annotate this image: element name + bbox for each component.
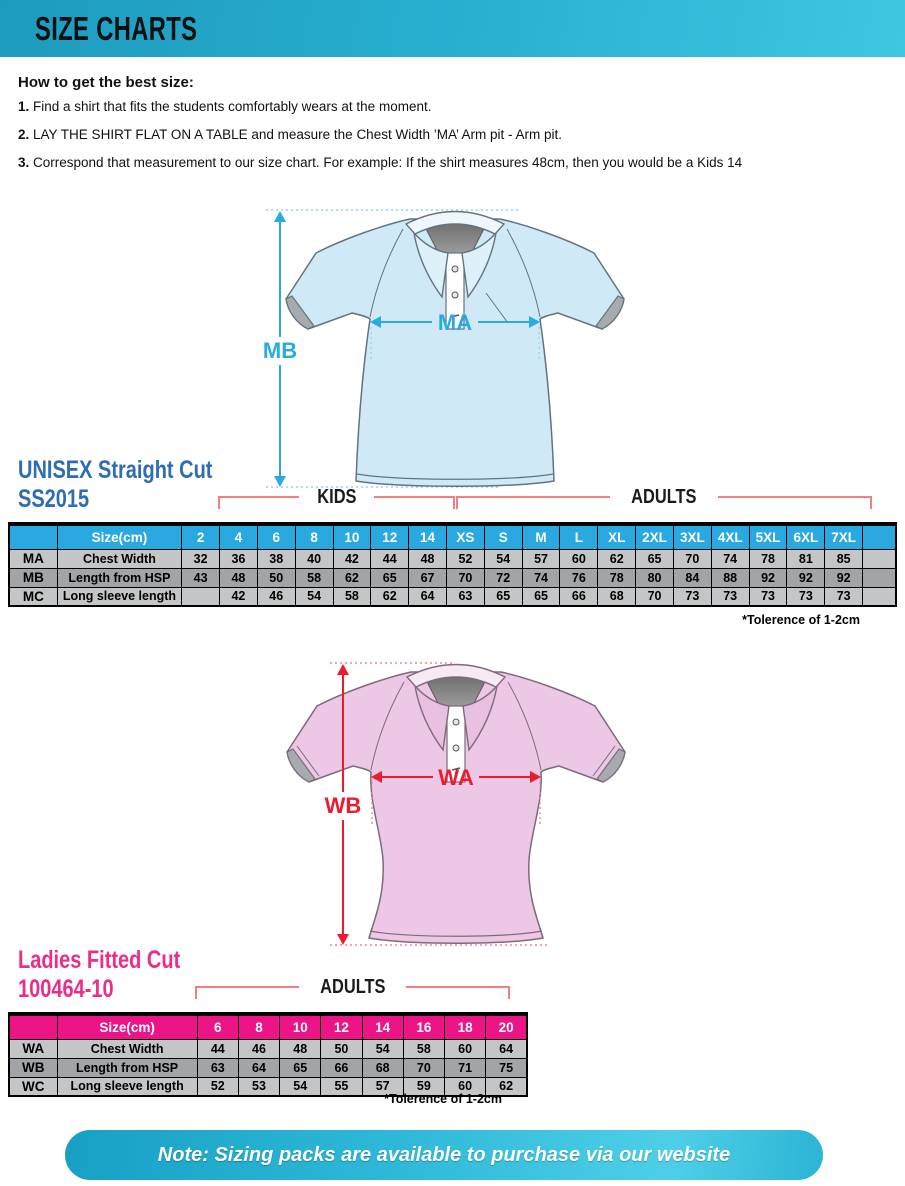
unisex-size-table-grid bbox=[8, 522, 897, 607]
measure-value: 73 bbox=[825, 587, 863, 606]
size-column-header: 2 bbox=[182, 524, 220, 549]
measure-value: 52 bbox=[197, 1077, 238, 1096]
header-bar bbox=[0, 0, 905, 57]
measure-value: 65 bbox=[484, 587, 522, 606]
measure-value: 76 bbox=[560, 568, 598, 587]
measure-value: 44 bbox=[197, 1039, 238, 1058]
measure-value: 78 bbox=[598, 568, 636, 587]
measure-value: 44 bbox=[371, 549, 409, 568]
measure-value: 54 bbox=[280, 1077, 321, 1096]
measure-value: 32 bbox=[182, 549, 220, 568]
measure-value: 60 bbox=[444, 1077, 485, 1096]
measure-value: 48 bbox=[409, 549, 447, 568]
size-unit-header: Size(cm) bbox=[57, 524, 182, 549]
measure-value: 57 bbox=[362, 1077, 403, 1096]
measure-value: 84 bbox=[673, 568, 711, 587]
measure-value: 65 bbox=[522, 587, 560, 606]
measure-value: 62 bbox=[333, 568, 371, 587]
measure-value: 58 bbox=[333, 587, 371, 606]
size-column-header: 16 bbox=[403, 1014, 444, 1039]
measure-description: Length from HSP bbox=[57, 1058, 197, 1077]
bracket-line bbox=[456, 496, 610, 509]
size-column-header: 14 bbox=[362, 1014, 403, 1039]
footer-note-text: Note: Sizing packs are available to purchase via our website bbox=[157, 1143, 731, 1166]
measure-value: 68 bbox=[362, 1058, 403, 1077]
size-column-header: 8 bbox=[295, 524, 333, 549]
measure-value: 43 bbox=[182, 568, 220, 587]
measure-value: 50 bbox=[321, 1039, 362, 1058]
button bbox=[452, 266, 458, 272]
measure-value: 68 bbox=[598, 587, 636, 606]
step-number: 1. bbox=[18, 99, 30, 114]
measure-value: 70 bbox=[673, 549, 711, 568]
chest-measure-label: WA bbox=[438, 765, 474, 790]
arrowhead-bottom bbox=[274, 476, 286, 487]
measure-code: MB bbox=[9, 568, 57, 587]
measure-value: 70 bbox=[446, 568, 484, 587]
ladies-size-table-grid bbox=[8, 1012, 528, 1097]
measure-value: 62 bbox=[371, 587, 409, 606]
size-column-header: 20 bbox=[486, 1014, 527, 1039]
bracket-line bbox=[195, 986, 299, 999]
trailing-header-cell bbox=[863, 524, 896, 549]
measure-value: 55 bbox=[321, 1077, 362, 1096]
ladies-product-title bbox=[18, 946, 221, 1004]
size-column-header: 18 bbox=[444, 1014, 485, 1039]
measure-value: 70 bbox=[403, 1058, 444, 1077]
measure-value: 48 bbox=[280, 1039, 321, 1058]
measure-value: 38 bbox=[257, 549, 295, 568]
unisex-title-line1: UNISEX Straight Cut bbox=[18, 456, 213, 484]
measure-value: 66 bbox=[321, 1058, 362, 1077]
measure-value bbox=[182, 587, 220, 606]
measure-value: 52 bbox=[446, 549, 484, 568]
measure-description: Length from HSP bbox=[57, 568, 182, 587]
size-row-mc bbox=[9, 587, 896, 606]
length-measure-label: WB bbox=[324, 793, 362, 818]
size-header-row bbox=[9, 1014, 527, 1039]
size-column-header: 8 bbox=[238, 1014, 279, 1039]
arrowhead-top bbox=[337, 664, 349, 675]
step-text: Correspond that measurement to our size chart. For example: If the shirt measures 48cm, then you would be a Kids 14 bbox=[33, 155, 743, 170]
size-column-header: 5XL bbox=[749, 524, 787, 549]
size-column-header: 6XL bbox=[787, 524, 825, 549]
step-text: LAY THE SHIRT FLAT ON A TABLE and measure the Chest Width ’MA’ Arm pit - Arm pit. bbox=[33, 127, 562, 142]
size-column-header: 12 bbox=[321, 1014, 362, 1039]
size-column-header: 4XL bbox=[711, 524, 749, 549]
instruction-step-2 bbox=[18, 127, 893, 142]
ladies-title-line2: 100464-10 bbox=[18, 975, 114, 1003]
size-column-header: M bbox=[522, 524, 560, 549]
bracket-line bbox=[718, 496, 872, 509]
measure-value: 40 bbox=[295, 549, 333, 568]
measure-code: MA bbox=[9, 549, 57, 568]
size-row-ma bbox=[9, 549, 896, 568]
measure-code: WC bbox=[9, 1077, 57, 1096]
measure-description: Long sleeve length bbox=[57, 1077, 197, 1096]
bracket-line bbox=[406, 986, 510, 999]
instruction-step-3 bbox=[18, 155, 893, 170]
length-measure-label: MB bbox=[262, 338, 298, 363]
measure-value: 74 bbox=[711, 549, 749, 568]
size-column-header: 7XL bbox=[825, 524, 863, 549]
measure-code: WB bbox=[9, 1058, 57, 1077]
measure-description: Long sleeve length bbox=[57, 587, 182, 606]
button bbox=[453, 719, 459, 725]
size-column-header: 14 bbox=[409, 524, 447, 549]
measure-value: 48 bbox=[220, 568, 258, 587]
bracket-line bbox=[374, 496, 455, 509]
footer-note-banner bbox=[65, 1130, 823, 1180]
unisex-tolerance-note: *Tolerence of 1-2cm bbox=[742, 613, 860, 627]
measure-value: 80 bbox=[636, 568, 674, 587]
measure-value: 72 bbox=[484, 568, 522, 587]
unisex-shirt-diagram bbox=[248, 197, 630, 497]
measure-value: 42 bbox=[220, 587, 258, 606]
measure-value: 53 bbox=[238, 1077, 279, 1096]
measure-value: 46 bbox=[257, 587, 295, 606]
instructions-heading: How to get the best size: bbox=[18, 74, 194, 91]
measure-value: 67 bbox=[409, 568, 447, 587]
measure-value: 63 bbox=[197, 1058, 238, 1077]
kids-group-label: KIDS bbox=[316, 486, 357, 508]
measure-value: 70 bbox=[636, 587, 674, 606]
size-row-wb bbox=[9, 1058, 527, 1077]
arrowhead-bottom bbox=[337, 934, 349, 945]
measure-value: 54 bbox=[484, 549, 522, 568]
measure-value: 73 bbox=[787, 587, 825, 606]
ladies-size-table bbox=[8, 1012, 528, 1097]
size-column-header: 10 bbox=[333, 524, 371, 549]
size-header-row bbox=[9, 524, 896, 549]
measure-value: 73 bbox=[749, 587, 787, 606]
measure-value: 92 bbox=[825, 568, 863, 587]
measure-value: 65 bbox=[280, 1058, 321, 1077]
size-row-wa bbox=[9, 1039, 527, 1058]
measure-value: 54 bbox=[362, 1039, 403, 1058]
unisex-title-line2: SS2015 bbox=[18, 485, 90, 513]
size-column-header: XS bbox=[446, 524, 484, 549]
step-number: 2. bbox=[18, 127, 30, 142]
chest-measure-label: MA bbox=[437, 310, 473, 335]
measure-value: 92 bbox=[749, 568, 787, 587]
measure-value: 50 bbox=[257, 568, 295, 587]
corner-header-cell bbox=[9, 524, 57, 549]
measure-value: 36 bbox=[220, 549, 258, 568]
measure-value: 88 bbox=[711, 568, 749, 587]
measure-value: 66 bbox=[560, 587, 598, 606]
measure-value: 65 bbox=[371, 568, 409, 587]
measure-value: 46 bbox=[238, 1039, 279, 1058]
trailing-cell bbox=[863, 549, 896, 568]
size-column-header: XL bbox=[598, 524, 636, 549]
measure-value: 71 bbox=[444, 1058, 485, 1077]
step-text: Find a shirt that fits the students comfortably wears at the moment. bbox=[33, 99, 432, 114]
measure-value: 42 bbox=[333, 549, 371, 568]
ladies-shirt-diagram bbox=[248, 632, 630, 954]
ladies-adults-group-bracket bbox=[195, 976, 510, 999]
measure-value: 60 bbox=[444, 1039, 485, 1058]
bracket-line bbox=[218, 496, 299, 509]
measure-value: 64 bbox=[409, 587, 447, 606]
button bbox=[453, 745, 459, 751]
corner-header-cell bbox=[9, 1014, 57, 1039]
measure-description: Chest Width bbox=[57, 549, 182, 568]
adults-group-bracket bbox=[456, 486, 872, 509]
ladies-title-line1: Ladies Fitted Cut bbox=[18, 946, 181, 974]
measure-value: 58 bbox=[295, 568, 333, 587]
measure-value: 78 bbox=[749, 549, 787, 568]
measure-value: 54 bbox=[295, 587, 333, 606]
ladies-tolerance-note: *Tolerence of 1-2cm bbox=[384, 1092, 502, 1106]
measure-value: 63 bbox=[446, 587, 484, 606]
size-column-header: L bbox=[560, 524, 598, 549]
measure-value: 73 bbox=[711, 587, 749, 606]
measure-description: Chest Width bbox=[57, 1039, 197, 1058]
arrowhead-top bbox=[274, 211, 286, 222]
size-column-header: 3XL bbox=[673, 524, 711, 549]
measure-value: 64 bbox=[238, 1058, 279, 1077]
measure-value: 62 bbox=[486, 1077, 527, 1096]
measure-value: 62 bbox=[598, 549, 636, 568]
trailing-cell bbox=[863, 587, 896, 606]
measure-value: 81 bbox=[787, 549, 825, 568]
size-unit-header: Size(cm) bbox=[57, 1014, 197, 1039]
size-column-header: 2XL bbox=[636, 524, 674, 549]
kids-group-bracket bbox=[218, 486, 455, 509]
page-title: SIZE CHARTS bbox=[35, 9, 198, 47]
measure-value: 60 bbox=[560, 549, 598, 568]
trailing-cell bbox=[863, 568, 896, 587]
measure-value: 65 bbox=[636, 549, 674, 568]
size-column-header: 12 bbox=[371, 524, 409, 549]
measure-value: 59 bbox=[403, 1077, 444, 1096]
measure-code: WA bbox=[9, 1039, 57, 1058]
adults-group-label: ADULTS bbox=[319, 976, 386, 998]
instructions-section bbox=[18, 74, 893, 183]
size-column-header: S bbox=[484, 524, 522, 549]
measure-value: 58 bbox=[403, 1039, 444, 1058]
measure-value: 64 bbox=[486, 1039, 527, 1058]
measure-value: 57 bbox=[522, 549, 560, 568]
adults-group-label: ADULTS bbox=[631, 486, 697, 508]
size-column-header: 4 bbox=[220, 524, 258, 549]
size-column-header: 6 bbox=[197, 1014, 238, 1039]
measure-value: 74 bbox=[522, 568, 560, 587]
button bbox=[452, 292, 458, 298]
size-column-header: 10 bbox=[280, 1014, 321, 1039]
size-row-mb bbox=[9, 568, 896, 587]
unisex-size-table bbox=[8, 522, 897, 607]
instruction-step-1 bbox=[18, 99, 893, 114]
measure-code: MC bbox=[9, 587, 57, 606]
measure-value: 92 bbox=[787, 568, 825, 587]
size-column-header: 6 bbox=[257, 524, 295, 549]
measure-value: 73 bbox=[673, 587, 711, 606]
step-number: 3. bbox=[18, 155, 30, 170]
measure-value: 85 bbox=[825, 549, 863, 568]
measure-value: 75 bbox=[486, 1058, 527, 1077]
